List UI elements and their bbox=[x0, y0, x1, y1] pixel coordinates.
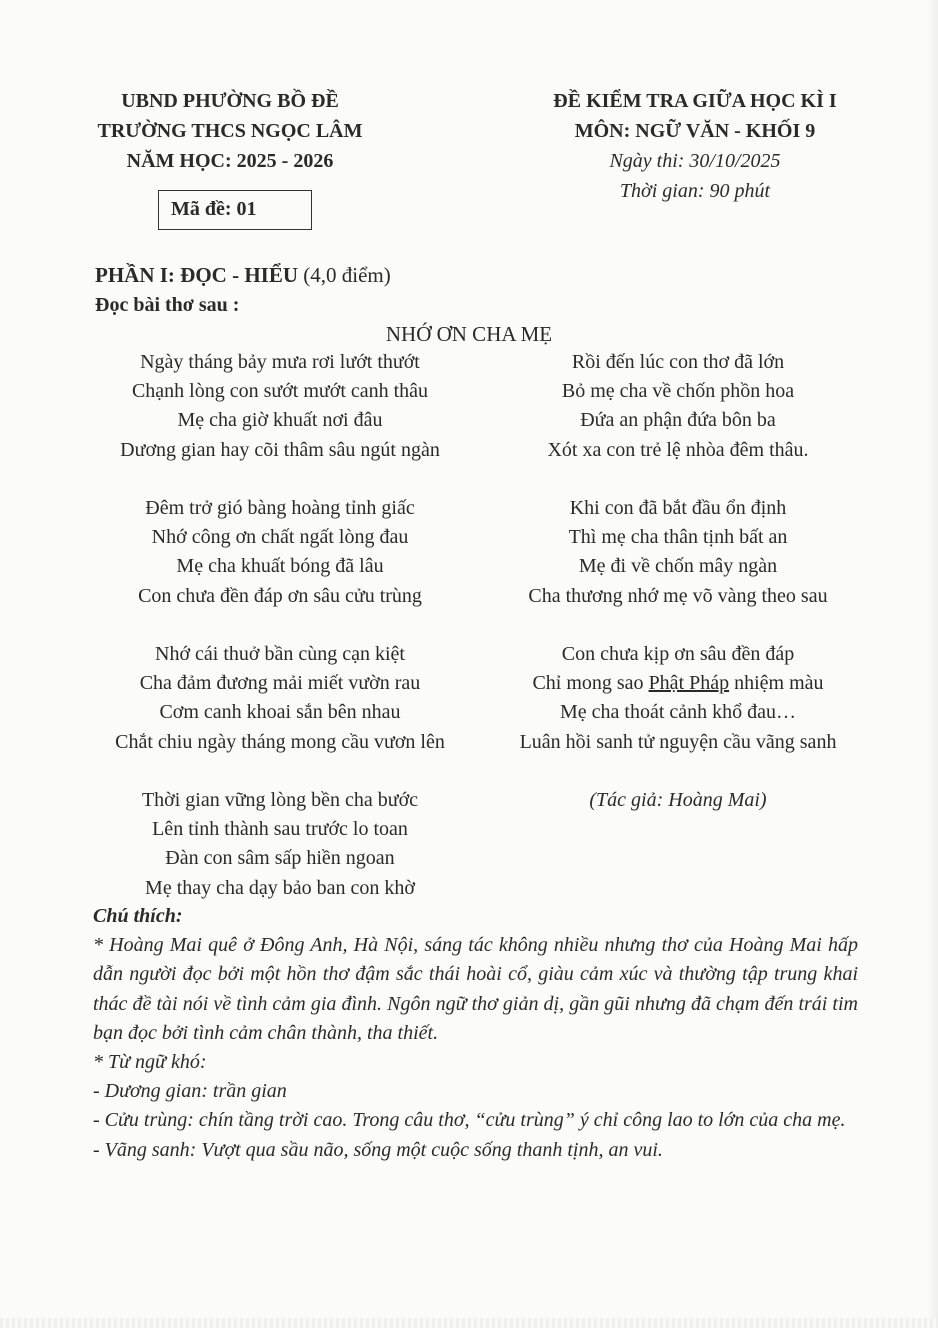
notes-section bbox=[93, 902, 858, 1165]
section-instruction: Đọc bài thơ sau : bbox=[95, 294, 240, 316]
exam-code-box: Mã đề: 01 bbox=[158, 190, 312, 230]
poem-line: Mẹ cha khuất bóng đã lâu bbox=[176, 555, 384, 578]
exam-subject: MÔN: NGỮ VĂN - KHỐI 9 bbox=[574, 120, 816, 142]
poem-line bbox=[478, 669, 878, 698]
poem-line: Đêm trở gió bàng hoàng tỉnh giấc bbox=[145, 497, 415, 519]
poem-author: (Tác giả: Hoàng Mai) bbox=[589, 789, 767, 811]
poem-line: Nhớ cái thuở bần cùng cạn kiệt bbox=[155, 643, 405, 665]
poem-title: NHỚ ƠN CHA MẸ bbox=[385, 322, 553, 346]
poem-line: Cơm canh khoai sắn bên nhau bbox=[159, 701, 401, 724]
poem-line: Đàn con sâm sấp hiền ngoan bbox=[165, 847, 395, 870]
poem-line: Khi con đã bắt đầu ổn định bbox=[569, 497, 787, 519]
poem-line: Nhớ công ơn chất ngất lòng đau bbox=[151, 526, 409, 549]
vocab-item: - Vãng sanh: Vượt qua sầu não, sống một cuộc sống thanh tịnh, an vui. bbox=[93, 1138, 663, 1161]
poem-left-column bbox=[80, 348, 480, 932]
page-bottom-edge bbox=[0, 1318, 938, 1328]
poem-line: Con chưa kịp ơn sâu đền đáp bbox=[561, 643, 795, 665]
vocab-title: * Từ ngữ khó: bbox=[93, 1051, 207, 1074]
exam-duration: Thời gian: 90 phút bbox=[619, 180, 771, 202]
poem-line: Ngày tháng bảy mưa rơi lướt thướt bbox=[140, 351, 420, 373]
exam-date: Ngày thi: 30/10/2025 bbox=[609, 150, 781, 172]
section-heading bbox=[95, 260, 391, 290]
poem-stanza bbox=[478, 494, 878, 611]
poem-stanza bbox=[80, 348, 480, 465]
poem-line: Thì mẹ cha thân tịnh bất an bbox=[568, 526, 788, 549]
poem-stanza bbox=[478, 348, 878, 465]
poem-stanza bbox=[80, 494, 480, 611]
poem-stanza bbox=[478, 640, 878, 757]
poem-line-part: Chỉ mong sao bbox=[532, 672, 649, 695]
poem-line: Rồi đến lúc con thơ đã lớn bbox=[571, 351, 785, 373]
poem-line: Chắt chiu ngày tháng mong cầu vươn lên bbox=[115, 730, 445, 753]
poem-line: Mẹ đi về chốn mây ngàn bbox=[578, 555, 778, 578]
poem-line: Lên tỉnh thành sau trước lo toan bbox=[152, 818, 408, 841]
poem-line: Mẹ cha giờ khuất nơi đâu bbox=[177, 409, 383, 432]
poem-right-column bbox=[478, 348, 878, 844]
ward-name: UBND PHƯỜNG BỒ ĐỀ bbox=[121, 90, 339, 112]
poem-line: Cha đảm đương mải miết vườn rau bbox=[139, 672, 421, 695]
school-name: TRƯỜNG THCS NGỌC LÂM bbox=[97, 120, 363, 142]
vocab-item: - Dương gian: trần gian bbox=[93, 1080, 287, 1103]
exam-header bbox=[490, 86, 900, 206]
section-points: (4,0 điểm) bbox=[303, 263, 391, 287]
poem-line: Dương gian hay cõi thâm sâu ngút ngàn bbox=[120, 438, 440, 461]
section-title: PHẦN I: ĐỌC - HIỂU bbox=[95, 263, 298, 287]
poem-stanza bbox=[80, 786, 480, 903]
poem-line: Cha thương nhớ mẹ võ vàng theo sau bbox=[528, 584, 828, 607]
poem-line: Đứa an phận đứa bôn ba bbox=[580, 409, 776, 432]
author-note: * Hoàng Mai quê ở Đông Anh, Hà Nội, sáng tác không nhiều nhưng thơ của Hoàng Mai hấp dẫn người đọc bởi một hồn thơ đậm sắc thái hoài cổ, giàu cảm xúc và thường tập trung khai thác đề tài nói về tình cảm gia đình. Ngôn ngữ thơ giản dị, gần gũi nhưng đã chạm đến trái tim bạn đọc bởi tình cảm chân thành, tha thiết. bbox=[93, 934, 858, 1044]
poem-line: Xót xa con trẻ lệ nhòa đêm thâu. bbox=[547, 438, 809, 461]
school-year: NĂM HỌC: 2025 - 2026 bbox=[126, 150, 334, 172]
notes-title: Chú thích: bbox=[93, 905, 183, 927]
vocab-item: - Cửu trùng: chín tầng trời cao. Trong câu thơ, “cửu trùng” ý chỉ công lao to lớn của cha mẹ. bbox=[93, 1109, 846, 1132]
poem-line: Chạnh lòng con sướt mướt canh thâu bbox=[131, 380, 429, 403]
poem-line: Luân hồi sanh tử nguyện cầu vãng sanh bbox=[519, 730, 837, 753]
poem-stanza bbox=[80, 640, 480, 757]
poem-line: Thời gian vững lòng bền cha bước bbox=[141, 789, 419, 811]
exam-title: ĐỀ KIỂM TRA GIỮA HỌC KÌ I bbox=[553, 90, 837, 112]
school-header bbox=[40, 86, 420, 176]
underlined-term: Phật Pháp bbox=[648, 672, 730, 695]
poem-author-block bbox=[478, 786, 878, 815]
poem-line: Con chưa đền đáp ơn sâu cửu trùng bbox=[138, 584, 422, 607]
poem-line-part: nhiệm màu bbox=[729, 672, 824, 695]
poem-line: Mẹ thay cha dạy bảo ban con khờ bbox=[145, 876, 415, 899]
poem-line: Mẹ cha thoát cảnh khổ đau… bbox=[559, 701, 797, 724]
poem-line: Bỏ mẹ cha về chốn phồn hoa bbox=[561, 380, 795, 403]
page-edge-shadow bbox=[928, 0, 938, 1328]
